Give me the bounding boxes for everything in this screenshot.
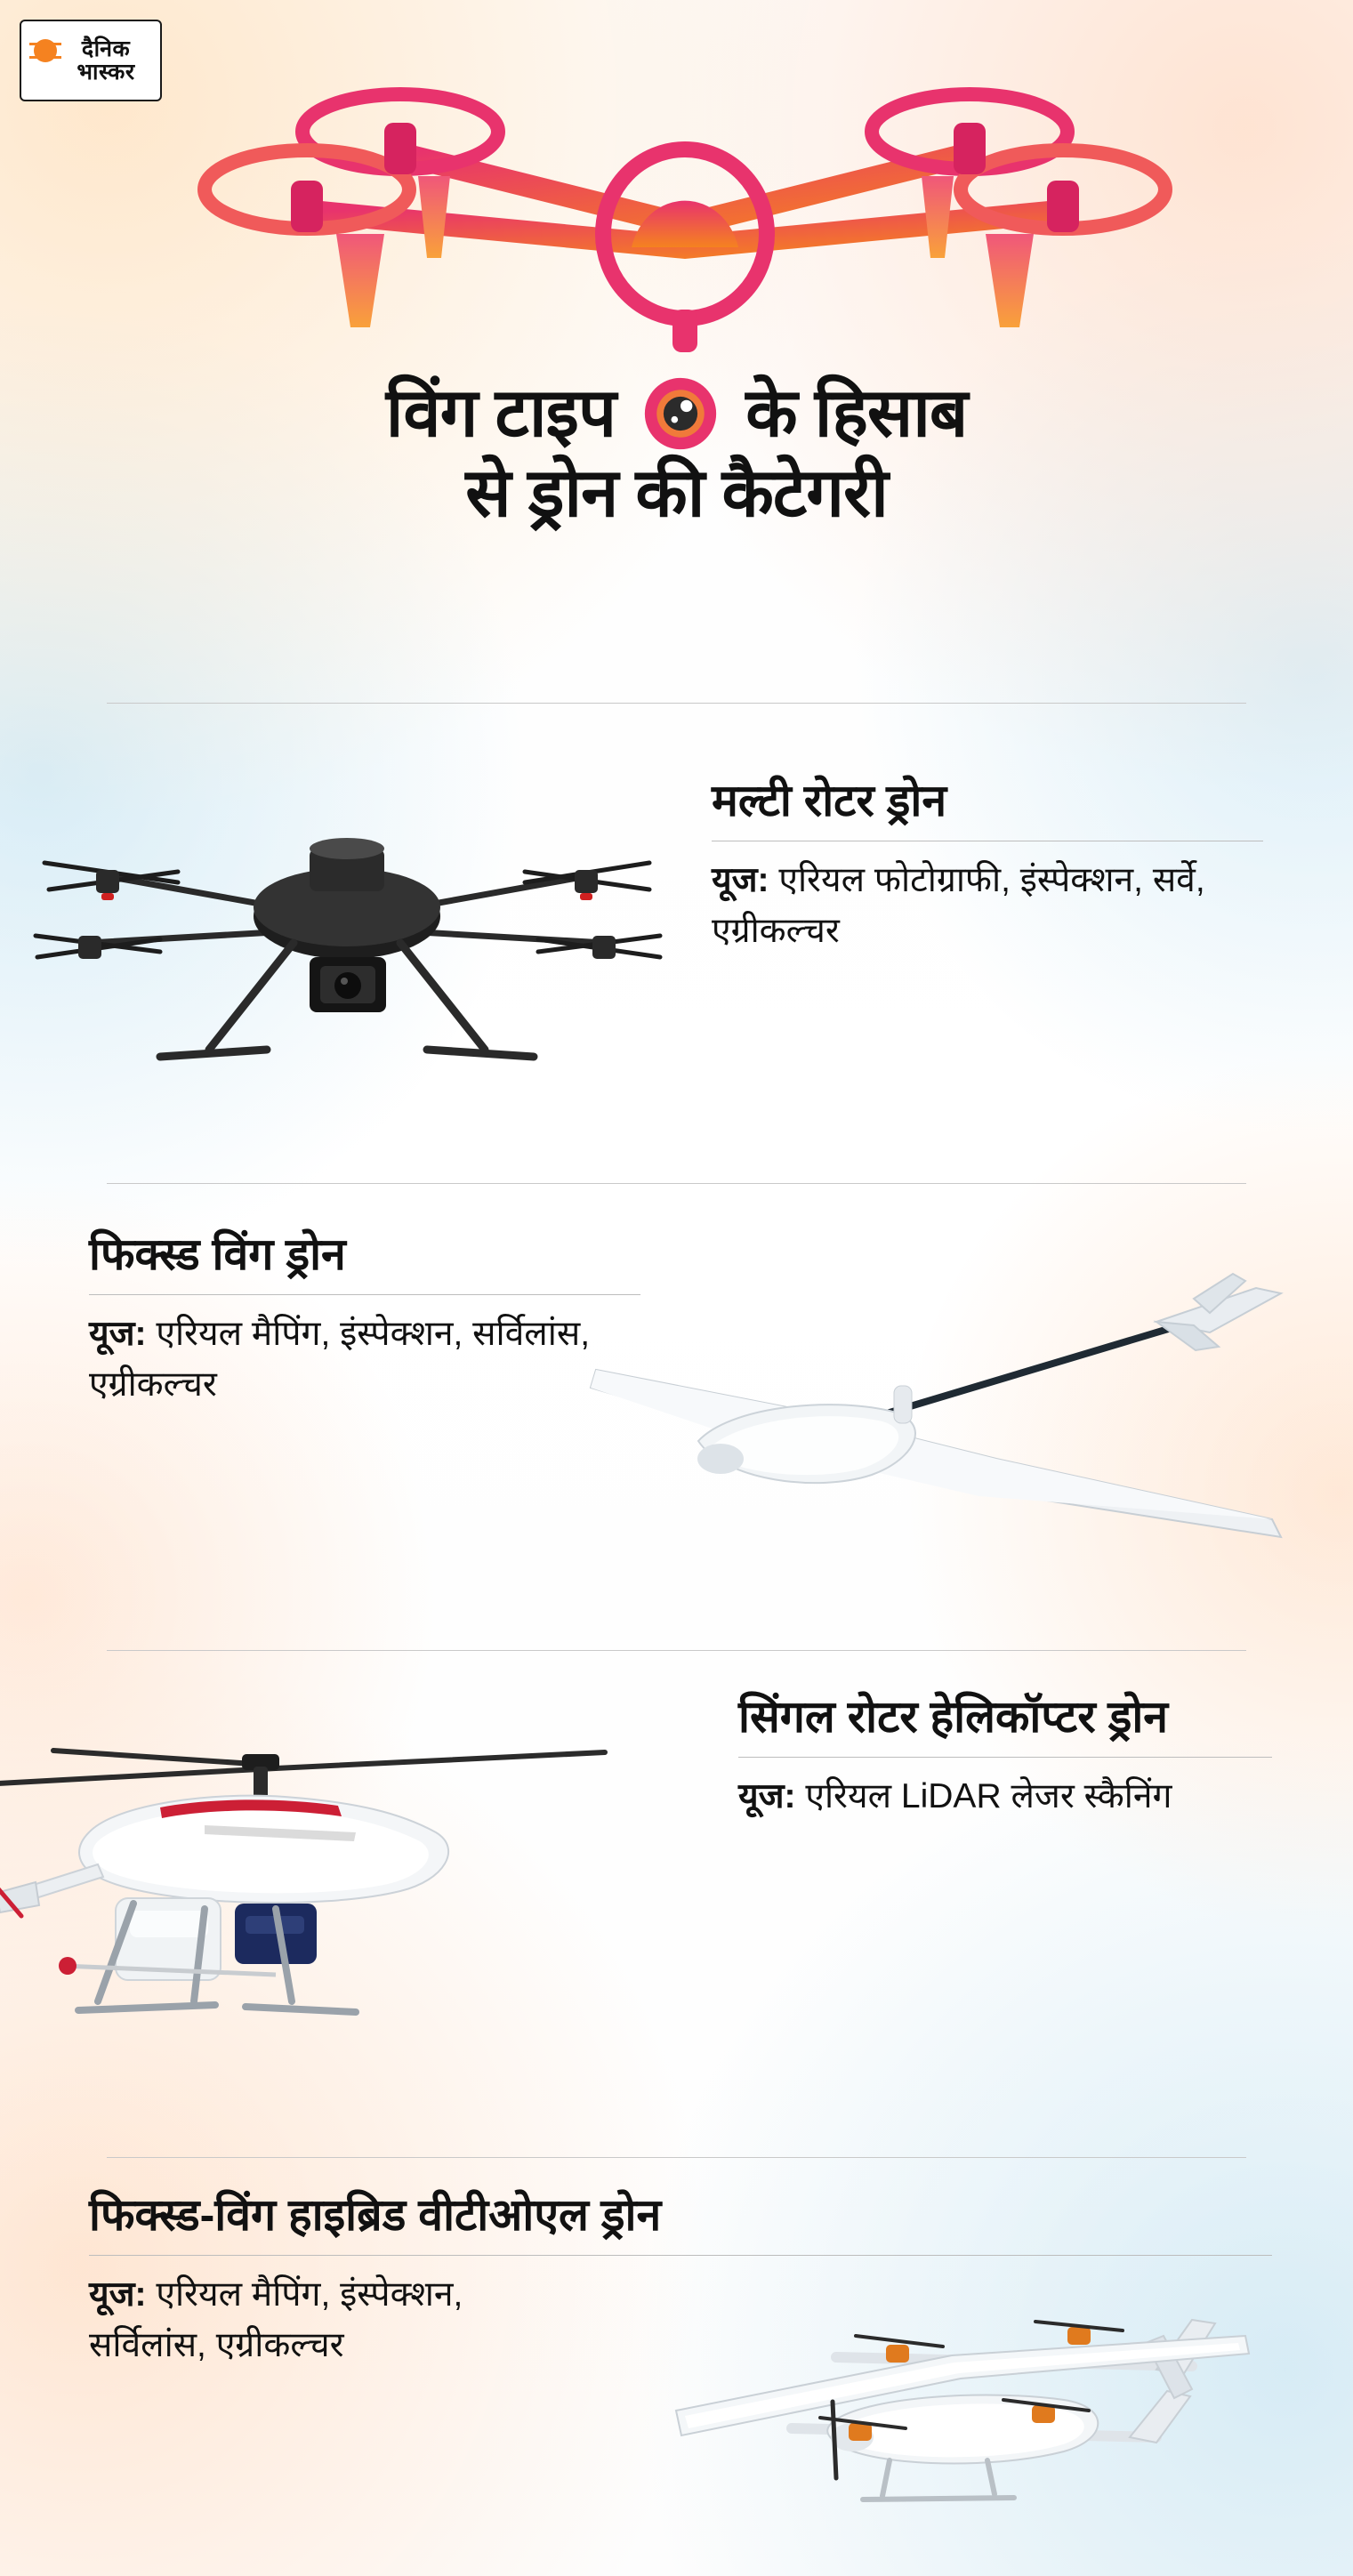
use-text: एरियल फोटोग्राफी, इंस्पेक्शन, सर्वे, एग्रीकल्चर: [712, 861, 1205, 950]
single-rotor-text: [738, 1690, 1272, 1823]
divider-3: [107, 2157, 1246, 2158]
section-title: सिंगल रोटर हेलिकॉप्टर ड्रोन: [738, 1692, 1169, 1742]
use-text: एरियल LiDAR लेजर स्कैनिंग: [805, 1777, 1172, 1815]
section-use: [712, 856, 1263, 956]
brand-logo: [20, 20, 162, 101]
brand-name-line1: दैनिक: [81, 36, 131, 61]
headline-line1-part1: विंग टाइप: [385, 375, 616, 451]
section-multi-rotor: [0, 765, 1353, 1174]
divider-1: [107, 1183, 1246, 1184]
vtol-hybrid-drone-photo: [569, 2304, 1334, 2571]
section-use: [89, 2270, 552, 2371]
fixed-wing-drone-photo: [534, 1236, 1334, 1592]
section-vtol-hybrid: [0, 2179, 1353, 2571]
divider-top: [107, 703, 1246, 704]
multi-rotor-text: [712, 774, 1263, 956]
brand-name-line2: भास्कर: [77, 60, 135, 85]
use-text: एरियल मैपिंग, इंस्पेक्शन, सर्विलांस, एग्रीकल्चर: [89, 2275, 463, 2364]
section-title: फिक्स्ड-विंग हाइब्रिड वीटीओएल ड्रोन: [89, 2190, 662, 2240]
page-title: [0, 374, 1353, 533]
headline-line2: से ड्रोन की कैटेगरी: [465, 455, 888, 531]
hero-drone-illustration: [178, 69, 1192, 363]
use-label: यूज:: [738, 1777, 796, 1815]
camera-lens-icon: [642, 375, 719, 452]
title-underline: [738, 1757, 1272, 1758]
divider-2: [107, 1650, 1246, 1651]
use-label: यूज:: [89, 1315, 147, 1353]
section-use: [738, 1772, 1272, 1823]
use-text: एरियल मैपिंग, इंस्पेक्शन, सर्विलांस, एग्रीकल्चर: [89, 1315, 591, 1404]
multi-rotor-drone-photo: [27, 783, 667, 1130]
section-fixed-wing: [0, 1210, 1353, 1628]
single-rotor-helicopter-drone-photo: [0, 1699, 694, 2099]
sun-icon: [34, 39, 57, 62]
headline-line1-part2: के हिसाब: [745, 375, 968, 451]
section-title: मल्टी रोटर ड्रोन: [712, 776, 947, 825]
title-underline: [89, 2255, 1272, 2256]
use-label: यूज:: [89, 2275, 147, 2314]
section-single-rotor: [0, 1672, 1353, 2153]
use-label: यूज:: [712, 861, 769, 899]
section-title: फिक्स्ड विंग ड्रोन: [89, 1229, 346, 1279]
